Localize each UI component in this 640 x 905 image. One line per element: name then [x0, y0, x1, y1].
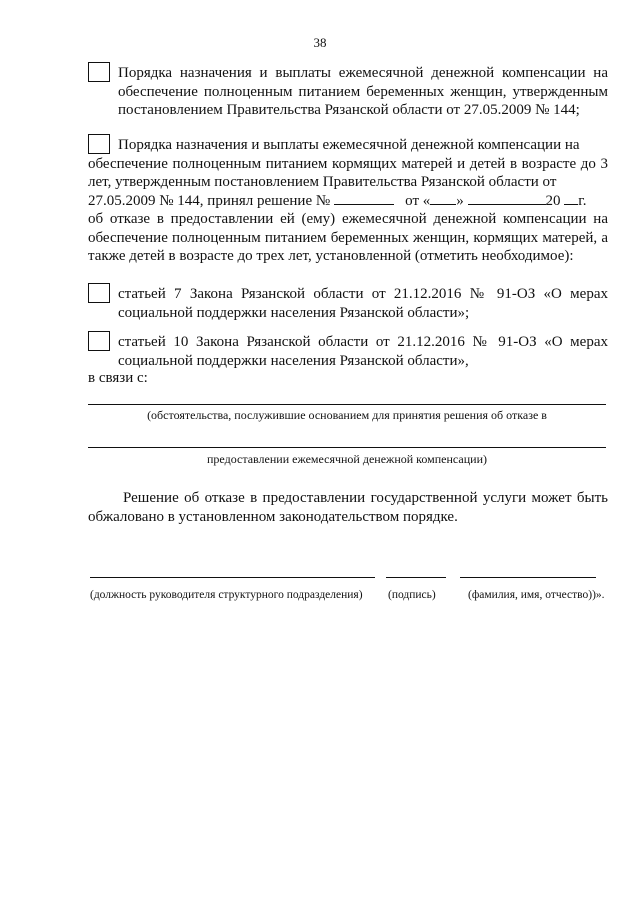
option-1-text: Порядка назначения и выплаты ежемесячной денежной компенсации на обеспечение полноценным питанием беременных женщин, утвержденным постановлением Правительства Рязанской области от 27.05.2009 № 144; [118, 65, 608, 118]
decision-year-field[interactable] [564, 191, 578, 205]
position-line[interactable] [90, 577, 375, 578]
signature-line[interactable] [386, 577, 446, 578]
name-line[interactable] [460, 577, 596, 578]
option-2-text: Порядка назначения и выплаты ежемесячной денежной компенсации на обеспечение полноценным питанием кормящих матерей и детей в возрасте до 3 лет, утвержденным постановлением Правительства Рязанской области от [88, 137, 608, 190]
reason-line-2[interactable] [88, 447, 606, 448]
reason-line-1[interactable] [88, 404, 606, 405]
decision-number-field[interactable] [334, 191, 394, 205]
reason-label: в связи с: [88, 370, 148, 386]
decision-month-field[interactable] [468, 191, 546, 205]
position-caption: (должность руководителя структурного подразделения) [90, 589, 363, 601]
decision-line: 27.05.2009 № 144, принял решение № от « » 20 г. [88, 193, 587, 209]
page-number: 38 [313, 35, 327, 50]
law-option-2-text: статьей 10 Закона Рязанской области от 21.12.2016 № 91-ОЗ «О мерах социальной поддержки населения Рязанской области», [118, 334, 608, 369]
appeal-text: Решение об отказе в предоставлении государственной услуги может быть обжаловано в установленном законодательством порядке. [88, 490, 608, 525]
name-caption: (фамилия, имя, отчество))». [468, 589, 605, 601]
caption-1: (обстоятельства, послужившие основанием для принятия решения об отказе в [147, 408, 547, 422]
caption-2: предоставлении ежемесячной денежной компенсации) [207, 452, 487, 466]
signature-caption: (подпись) [388, 589, 436, 601]
decision-day-field[interactable] [430, 191, 456, 205]
refusal-text: об отказе в предоставлении ей (ему) ежемесячной денежной компенсации на обеспечение полноценным питанием беременных женщин, кормящих матерей, а также детей в возрасте до трех лет, установленной (отметить необходимое): [88, 211, 608, 264]
law-option-1-text: статьей 7 Закона Рязанской области от 21.12.2016 № 91-ОЗ «О мерах социальной поддержки населения Рязанской области»; [118, 286, 608, 321]
